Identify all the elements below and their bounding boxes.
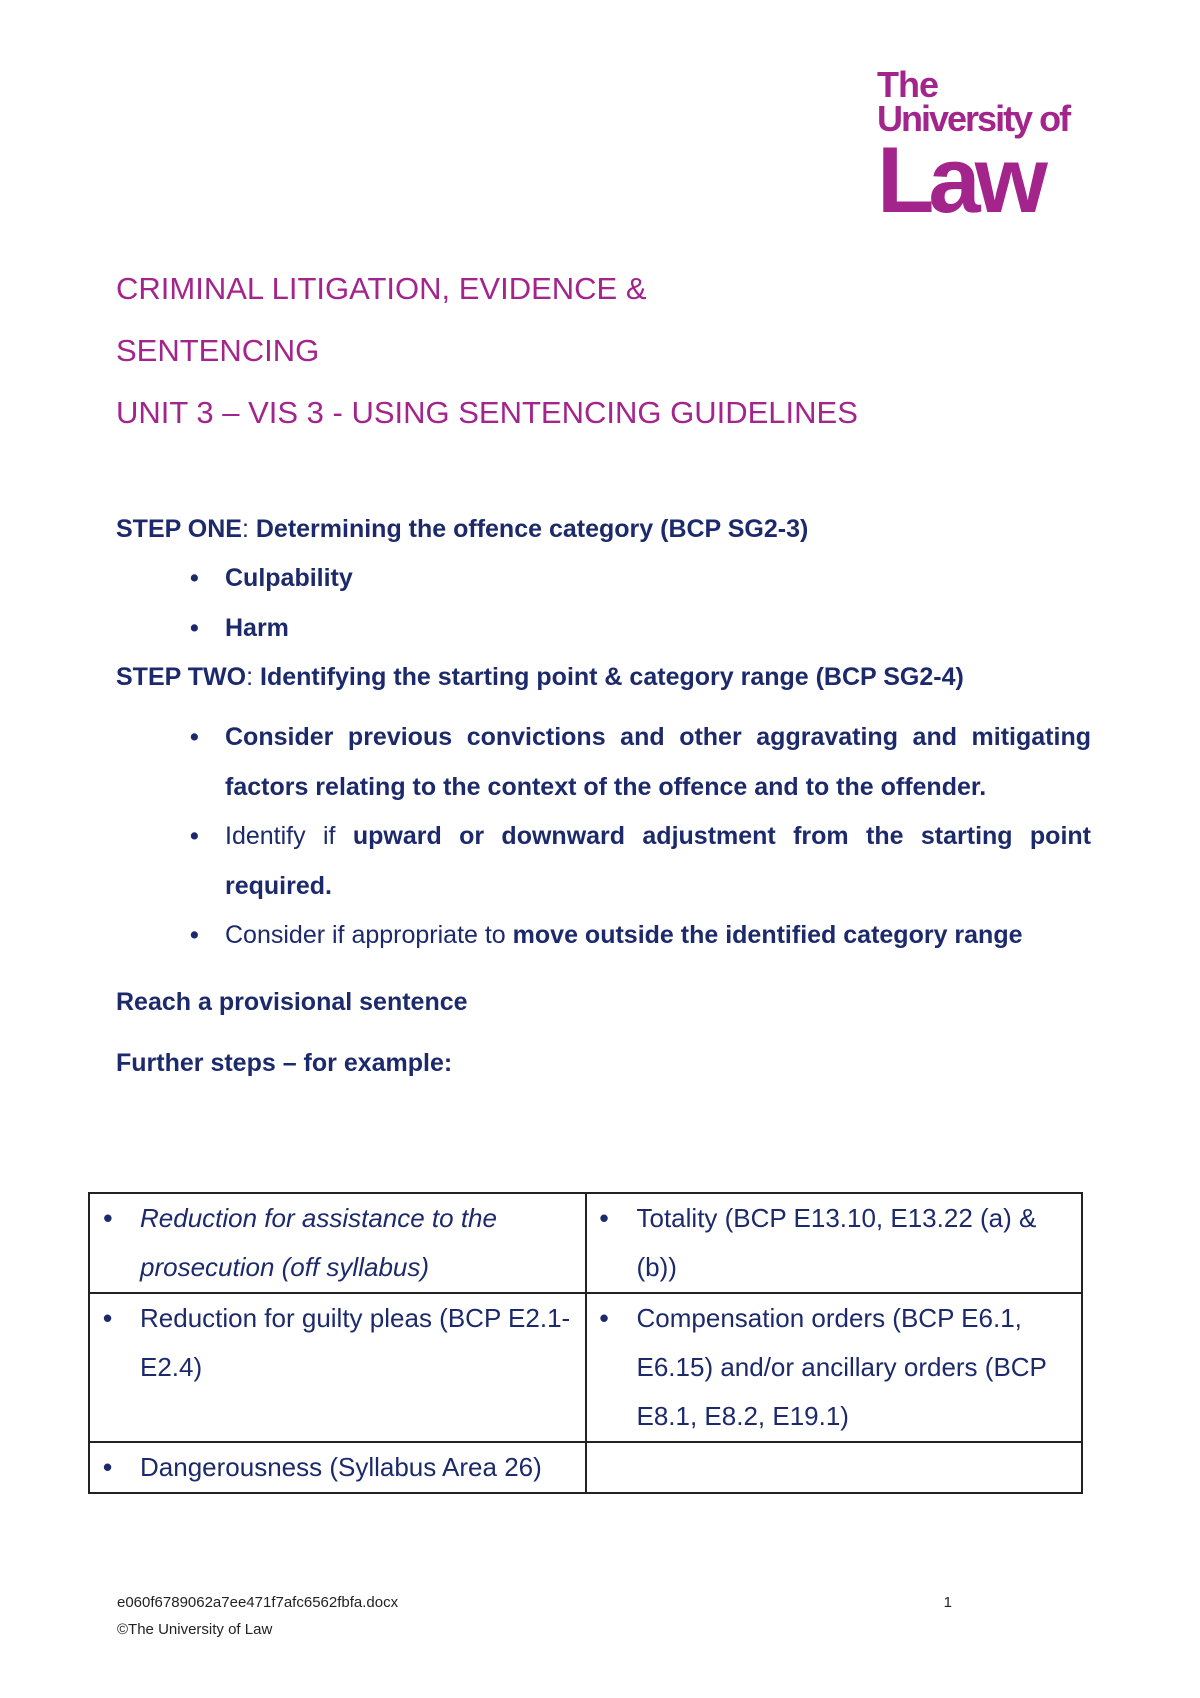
list-item — [116, 604, 1091, 654]
further-steps-table — [88, 1192, 1083, 1494]
table-cell — [586, 1193, 1083, 1293]
cell-content — [587, 1194, 1082, 1292]
cell-content — [90, 1443, 585, 1492]
logo-line-the: The — [877, 64, 939, 105]
dangerousness: Dangerousness (Syllabus Area 26) — [140, 1452, 542, 1482]
step-two-heading — [116, 653, 1091, 702]
adjustment-text: upward or downward adjustment from the starting point required. — [225, 822, 1091, 900]
compensation-orders: Compensation orders (BCP E6.1, E6.15) and/or ancillary orders (BCP E8.1, E8.2, E19.1) — [636, 1303, 1047, 1431]
list-item — [116, 812, 1091, 911]
footer-copyright: ©The University of Law — [117, 1621, 273, 1638]
title-line-3: UNIT 3 – VIS 3 - USING SENTENCING GUIDELINES — [116, 395, 858, 430]
table-cell — [89, 1193, 586, 1293]
footer-filename: e060f6789062a7ee471f7afc6562fbfa.docx — [117, 1594, 399, 1611]
step-two-list — [116, 713, 1091, 961]
assistance-reduction: Reduction for assistance to the prosecution (off syllabus) — [140, 1203, 497, 1282]
harm-item: Harm — [225, 613, 289, 642]
step-two-label: STEP TWO — [116, 663, 247, 691]
step-two-text: Identifying the starting point & category range (BCP SG2-4) — [253, 663, 964, 691]
step-one-text: Determining the offence category (BCP SG2-3) — [248, 515, 809, 543]
page-number: 1 — [943, 1594, 952, 1611]
bullet-icon: • — [103, 1203, 113, 1233]
move-outside-text: move outside the identified category range — [512, 921, 1023, 949]
table-cell — [586, 1293, 1083, 1442]
university-of-law-logo — [877, 64, 1077, 232]
bullet-icon: • — [599, 1303, 609, 1333]
list-item — [116, 554, 1091, 604]
cell-content — [90, 1194, 585, 1292]
table-row — [89, 1193, 1082, 1293]
identify-text: Identify if — [225, 822, 353, 850]
totality: Totality (BCP E13.10, E13.22 (a) & (b)) — [636, 1203, 1037, 1282]
bullet-icon: • — [190, 822, 199, 850]
page-footer — [117, 1594, 952, 1638]
provisional-sentence-heading: Reach a provisional sentence — [116, 987, 468, 1016]
title-line-1: CRIMINAL LITIGATION, EVIDENCE & — [116, 271, 647, 306]
bullet-icon: • — [103, 1303, 113, 1333]
step-one-colon: : — [241, 515, 249, 543]
cell-content — [90, 1294, 585, 1392]
cell-content — [587, 1294, 1082, 1441]
table-cell — [89, 1442, 586, 1493]
bullet-icon: • — [190, 564, 199, 592]
table-row — [89, 1293, 1082, 1442]
bullet-icon: • — [190, 613, 199, 642]
table-row — [89, 1442, 1082, 1493]
logo-line-university-of: University of — [877, 98, 1070, 139]
bullet-icon: • — [599, 1203, 609, 1233]
table-cell — [89, 1293, 586, 1442]
bullet-icon: • — [103, 1452, 113, 1482]
list-item — [116, 911, 1091, 961]
guilty-plea-reduction: Reduction for guilty pleas (BCP E2.1-E2.4) — [140, 1303, 571, 1382]
bullet-icon: • — [190, 921, 199, 949]
step-one-label: STEP ONE — [116, 515, 242, 543]
document-title — [116, 258, 858, 444]
consider-text: Consider if appropriate to — [225, 921, 513, 949]
list-item — [116, 713, 1091, 812]
document-body — [116, 505, 1091, 1094]
culpability-item: Culpability — [225, 564, 353, 592]
table-cell-empty — [586, 1442, 1083, 1493]
step-two-colon: : — [246, 663, 254, 691]
previous-convictions-item: Consider previous convictions and other aggravating and mitigating factors relating to the context of the offence and to the offender. — [225, 723, 1091, 801]
step-one-list — [116, 554, 1091, 653]
step-one-heading — [116, 505, 1091, 554]
title-line-2: SENTENCING — [116, 333, 320, 368]
logo-line-law: Law — [877, 127, 1042, 232]
further-steps-heading: Further steps – for example: — [116, 1048, 453, 1077]
bullet-icon: • — [190, 723, 199, 751]
